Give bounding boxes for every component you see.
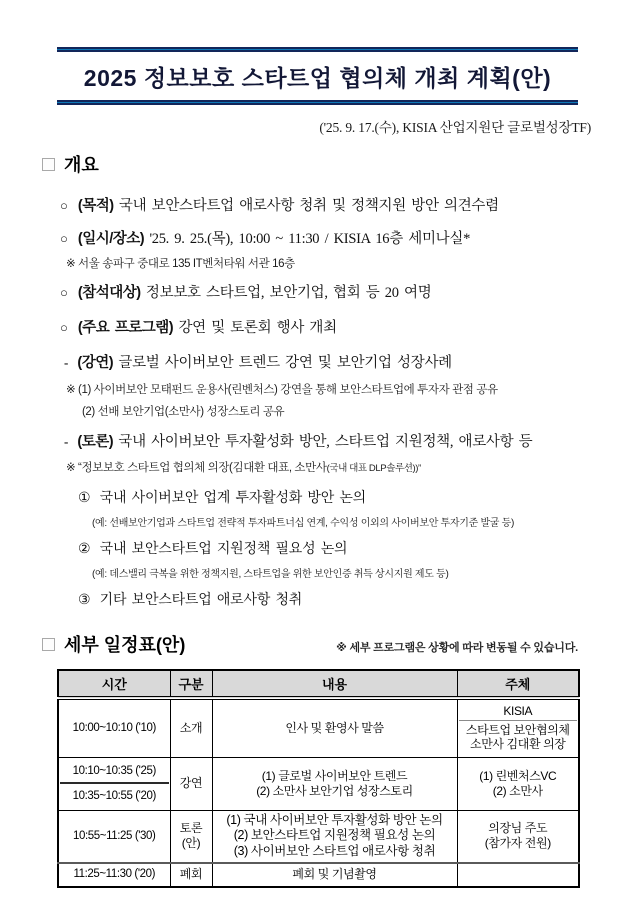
discussion-label: (토론) <box>77 434 114 450</box>
lecture-time-cell <box>58 757 170 810</box>
lecture-label: (강연) <box>77 355 114 371</box>
circle-bullet-icon: ○ <box>60 285 68 300</box>
intro-time: 10:00~10:10 ('10) <box>58 698 170 757</box>
address-note: ※ 서울 송파구 중대로 135 IT벤처타워 서관 16층 <box>66 258 295 270</box>
closing-category: 폐회 <box>170 863 212 887</box>
lecture-host-1: (1) 린벤처스VC <box>479 768 557 783</box>
program-text: 강연 및 토론회 행사 개최 <box>178 320 337 336</box>
discussion-host-2: (참가자 전원) <box>484 836 551 851</box>
intro-content: 인사 및 환영사 말씀 <box>212 698 457 757</box>
lecture-content-1: (1) 글로벌 사이버보안 트렌드 <box>261 768 408 783</box>
schedule-change-note: ※ 세부 프로그램은 상황에 따라 변동될 수 있습니다. <box>336 642 578 654</box>
table-row-intro <box>58 698 579 757</box>
overview-heading-label: 개요 <box>64 155 99 175</box>
purpose-label: (목적) <box>77 198 114 214</box>
circle-bullet-icon: ○ <box>60 231 68 246</box>
intro-host-cell <box>457 698 579 757</box>
program-label: (주요 프로그램) <box>77 320 174 336</box>
table-row-discussion <box>58 810 579 862</box>
lecture-category: 강연 <box>170 757 212 810</box>
title-bottom-bar <box>57 100 578 105</box>
closing-host <box>457 863 579 887</box>
schedule-heading-label: 세부 일정표(안) <box>64 635 186 655</box>
schedule-table <box>57 669 580 888</box>
square-bullet-icon <box>42 158 55 171</box>
discussion-note <box>66 459 635 475</box>
bullet-attendees <box>60 281 635 302</box>
schedule-header-row <box>58 670 579 698</box>
table-row-lecture <box>58 757 579 810</box>
attendees-text: 정보보호 스타트업, 보안기업, 협회 등 20 여명 <box>145 285 432 301</box>
discussion-note-small: (국내 대표 DLP솔루션))” <box>326 463 421 474</box>
lecture-content-2: (2) 소만사 보안기업 성장스토리 <box>256 783 413 798</box>
lecture-text: 글로벌 사이버보안 트렌드 강연 및 보안기업 성장사례 <box>118 355 452 371</box>
topic-1 <box>78 487 635 507</box>
lecture-host-cell <box>457 757 579 810</box>
circle-bullet-icon: ○ <box>60 198 68 213</box>
discussion-content-2: (2) 보안스타트업 지원정책 필요성 논의 <box>233 828 436 843</box>
purpose-text: 국내 보안스타트업 애로사항 청취 및 정책지원 방안 의견수렴 <box>118 198 499 214</box>
lecture-note-1: ※ (1) 사이버보안 모태펀드 운용사(린벤처스) 강연을 통해 보안스타트업에 투자자 관점 공유 <box>66 384 498 396</box>
discussion-content-3: (3) 사이버보안 스타트업 애로사항 청취 <box>233 844 436 859</box>
discussion-time: 10:55~11:25 ('30) <box>58 810 170 862</box>
circled-one-icon: ① <box>78 491 91 506</box>
closing-content: 폐회 및 기념촬영 <box>212 863 457 887</box>
topic-3 <box>78 589 635 609</box>
document-title: 2025 정보보호 스타트업 협의체 개최 계획(안) <box>83 65 552 91</box>
document-subtitle: ('25. 9. 17.(수), KISIA 산업지원단 글로벌성장TF) <box>319 120 591 135</box>
lecture-time-2: 10:35~10:55 ('20) <box>72 789 156 802</box>
circled-two-icon: ② <box>78 542 91 557</box>
topic-3-text: 기타 보안스타트업 애로사항 청취 <box>99 593 303 608</box>
bullet-lecture <box>64 351 635 372</box>
schedule-heading <box>42 631 185 657</box>
discussion-category-cell <box>170 810 212 862</box>
document-page <box>0 47 635 920</box>
discussion-category-1: 토론 <box>179 821 203 836</box>
lecture-host-2: (2) 소만사 <box>492 783 543 798</box>
title-block <box>57 47 578 105</box>
schedule-heading-row <box>0 631 578 657</box>
bullet-datetime <box>60 227 635 248</box>
dash-bullet-icon: - <box>64 434 69 449</box>
topic-2 <box>78 538 635 558</box>
intro-host-line-2: 소만사 김대환 의장 <box>470 737 566 752</box>
datetime-text: '25. 9. 25.(목), 10:00 ~ 11:30 / KISIA 16층 세미나실* <box>149 231 471 247</box>
lecture-content-cell <box>212 757 457 810</box>
lecture-note-2: (2) 선배 보안기업(소만사) 성장스토리 공유 <box>82 406 285 418</box>
dash-bullet-icon: - <box>64 355 69 370</box>
topic-2-example: (예: 데스밸리 극복을 위한 정책지원, 스타트업을 위한 보안인증 취득 상시지원 제도 등) <box>92 569 449 580</box>
discussion-category-2: (안) <box>181 836 201 851</box>
discussion-content-cell <box>212 810 457 862</box>
bullet-program <box>60 316 635 337</box>
header-content: 내용 <box>212 670 457 698</box>
discussion-note-main: ※ “정보보호 스타트업 협의체 의장(김대환 대표, 소만사 <box>66 462 327 474</box>
intro-host-top: KISIA <box>459 702 578 721</box>
intro-host-line-1: 스타트업 보안협의체 <box>465 723 570 737</box>
lecture-time-1: 10:10~10:35 ('25) <box>60 760 169 784</box>
topic-1-example: (예: 선배보안기업과 스타트업 전략적 투자파트너십 연계, 수익성 이외의 사이버보안 투자기준 발굴 등) <box>92 518 515 529</box>
discussion-text: 국내 사이버보안 투자활성화 방안, 스타트업 지원정책, 애로사항 등 <box>118 434 533 450</box>
circled-three-icon: ③ <box>78 593 91 608</box>
discussion-content-1: (1) 국내 사이버보안 투자활성화 방안 논의 <box>226 812 443 827</box>
bullet-purpose <box>60 194 635 215</box>
topic-2-text: 국내 보안스타트업 지원정책 필요성 논의 <box>99 542 348 557</box>
discussion-host-cell <box>457 810 579 862</box>
bullet-discussion <box>64 430 635 451</box>
intro-host-bottom <box>459 721 578 755</box>
header-host: 주체 <box>457 670 579 698</box>
square-bullet-icon <box>42 638 55 651</box>
overview-heading <box>42 151 593 177</box>
closing-time: 11:25~11:30 ('20) <box>58 863 170 887</box>
intro-category: 소개 <box>170 698 212 757</box>
attendees-label: (참석대상) <box>77 285 141 301</box>
topic-1-text: 국내 사이버보안 업계 투자활성화 방안 논의 <box>99 491 367 506</box>
datetime-label: (일시/장소) <box>77 231 145 247</box>
header-category: 구분 <box>170 670 212 698</box>
discussion-host-1: 의장님 주도 <box>488 821 548 836</box>
circle-bullet-icon: ○ <box>60 320 68 335</box>
table-row-closing <box>58 863 579 887</box>
header-time: 시간 <box>58 670 170 698</box>
